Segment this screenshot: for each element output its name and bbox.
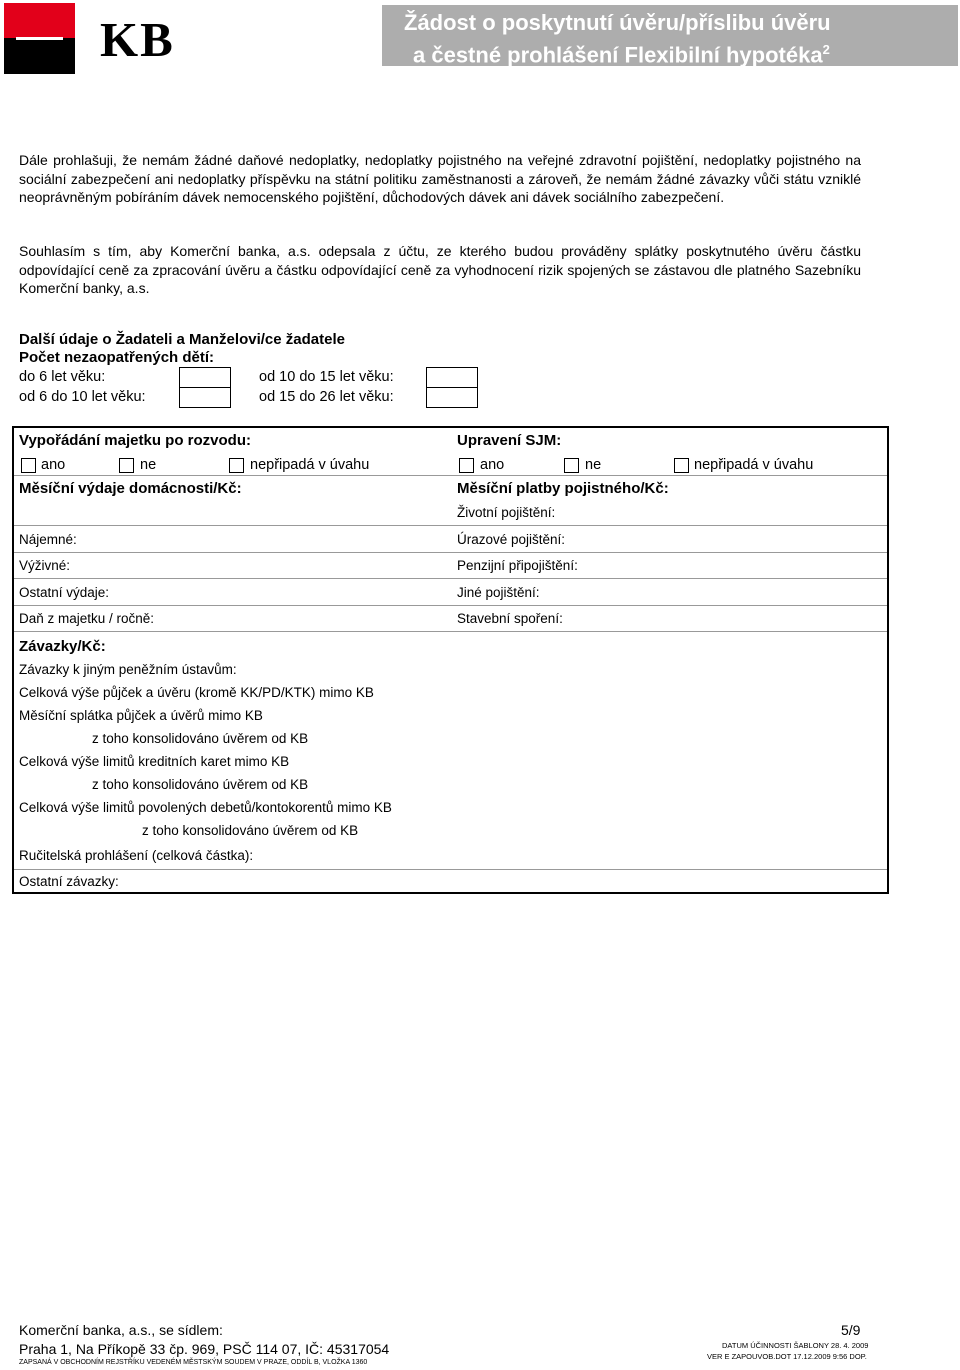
- sjm-na-checkbox[interactable]: [674, 458, 689, 473]
- children-count-heading: Počet nezaopatřených dětí:: [19, 349, 215, 366]
- settlement-no-label: ne: [140, 457, 157, 473]
- sjm-yes-label: ano: [480, 457, 505, 473]
- life-insurance-label: Životní pojištění:: [457, 505, 556, 520]
- footer-bank-name: Komerční banka, a.s., se sídlem:: [19, 1322, 223, 1338]
- sjm-na-label: nepřipadá v úvahu: [694, 457, 814, 473]
- liability-other-banks: Závazky k jiným peněžním ústavům:: [19, 662, 237, 677]
- title-line-1: Žádost o poskytnutí úvěru/příslibu úvěru: [404, 10, 831, 35]
- label-6-to-10: od 6 do 10 let věku:: [19, 389, 146, 405]
- settlement-na-checkbox[interactable]: [229, 458, 244, 473]
- row-divider: [14, 578, 887, 579]
- logo-white-bar: [16, 37, 63, 40]
- liabilities-heading: Závazky/Kč:: [19, 638, 106, 655]
- sjm-heading: Upravení SJM:: [457, 432, 562, 449]
- title-line-2-text: a čestné prohlášení Flexibilní hypotéka: [413, 42, 823, 68]
- logo-red-half: [4, 3, 75, 38]
- row-divider: [14, 605, 887, 606]
- template-validity: DATUM ÚČINNOSTI ŠABLONY 28. 4. 2009: [722, 1341, 869, 1350]
- insurance-payments-heading: Měsíční platby pojistného/Kč:: [457, 480, 669, 497]
- document-title: [382, 5, 958, 66]
- row-divider: [14, 525, 887, 526]
- input-under-6[interactable]: [179, 367, 231, 388]
- liability-consolidated-1: z toho konsolidováno úvěrem od KB: [92, 731, 309, 746]
- settlement-no-checkbox[interactable]: [119, 458, 134, 473]
- liability-credit-card-limits: Celková výše limitů kreditních karet mimo KB: [19, 754, 290, 769]
- label-10-to-15: od 10 do 15 let věku:: [259, 369, 394, 385]
- page-number: 5/9: [841, 1322, 861, 1338]
- row-divider: [14, 552, 887, 553]
- title-superscript: 2: [822, 42, 830, 57]
- other-expenses-label: Ostatní výdaje:: [19, 585, 110, 600]
- kb-logo-mark: [4, 3, 75, 74]
- accident-insurance-label: Úrazové pojištění:: [457, 532, 566, 547]
- liability-consolidated-3: z toho konsolidováno úvěrem od KB: [142, 823, 359, 838]
- household-expenses-heading: Měsíční výdaje domácnosti/Kč:: [19, 480, 242, 497]
- template-version: VER E ZAPOUVOB.DOT 17.12.2009 9:56 DOP.: [707, 1352, 867, 1361]
- footer-registry: ZAPSANÁ V OBCHODNÍM REJSTŘÍKU VEDENÉM MĚSTSKÝM SOUDEM V PRAZE, ODDÍL B, VLOŽKA 1360: [19, 1359, 368, 1366]
- liability-guarantees: Ručitelská prohlášení (celková částka):: [19, 848, 254, 863]
- liability-consolidated-2: z toho konsolidováno úvěrem od KB: [92, 777, 309, 792]
- property-tax-label: Daň z majetku / ročně:: [19, 611, 155, 626]
- liability-total-loans: Celková výše půjček a úvěru (kromě KK/PD/KTK) mimo KB: [19, 685, 374, 700]
- pension-insurance-label: Penzijní připojištění:: [457, 558, 578, 573]
- additional-info-heading: Další údaje o Žadateli a Manželovi/ce žadatele: [19, 331, 345, 348]
- input-10-to-15[interactable]: [426, 367, 478, 388]
- building-savings-label: Stavební spoření:: [457, 611, 563, 626]
- row-divider: [14, 475, 887, 476]
- title-line-2: [382, 36, 958, 68]
- footer-address: Praha 1, Na Příkopě 33 čp. 969, PSČ 114 07, IČ: 45317054: [19, 1341, 390, 1357]
- property-settlement-heading: Vypořádání majetku po rozvodu:: [19, 432, 251, 449]
- sjm-no-checkbox[interactable]: [564, 458, 579, 473]
- alimony-label: Výživné:: [19, 558, 71, 573]
- row-divider: [14, 631, 887, 632]
- consent-paragraph: Souhlasím s tím, aby Komerční banka, a.s. odepsala z účtu, ze kterého budou prováděny splátky poskytnutého úvěru částku odpovídající ceně za zpracování úvěru a částku odpovídající ceně za vyhodnocení rizik spojených se zástavou dle platného Sazebníku Komerční banky, a.s.: [19, 243, 861, 296]
- liability-other: Ostatní závazky:: [19, 874, 119, 889]
- liability-overdraft-limits: Celková výše limitů povolených debetů/kontokorentů mimo KB: [19, 800, 392, 815]
- sjm-no-label: ne: [585, 457, 602, 473]
- input-6-to-10[interactable]: [179, 387, 231, 408]
- row-divider: [14, 869, 887, 870]
- financial-details-table: [12, 426, 889, 894]
- rent-label: Nájemné:: [19, 532, 77, 547]
- kb-logo-text: KB: [100, 12, 175, 67]
- declaration-paragraph: Dále prohlašuji, že nemám žádné daňové nedoplatky, nedoplatky pojistného na veřejné zdravotní pojištění, nedoplatky pojistného na sociální zabezpečení ani nedoplatky příspěvku na státní politiku zaměstnanosti a zároveň, že nemám žádné závazky vůči státu vzniklé neoprávněným pobíráním dávek nemocenského pojištění, důchodových dávek ani dávek sociálního zabezpečení.: [19, 152, 861, 205]
- label-under-6: do 6 let věku:: [19, 369, 106, 385]
- settlement-yes-label: ano: [41, 457, 66, 473]
- input-15-to-26[interactable]: [426, 387, 478, 408]
- sjm-yes-checkbox[interactable]: [459, 458, 474, 473]
- label-15-to-26: od 15 do 26 let věku:: [259, 389, 394, 405]
- other-insurance-label: Jiné pojištění:: [457, 585, 540, 600]
- settlement-na-label: nepřipadá v úvahu: [250, 457, 370, 473]
- settlement-yes-checkbox[interactable]: [21, 458, 36, 473]
- liability-monthly-installment: Měsíční splátka půjček a úvěrů mimo KB: [19, 708, 263, 723]
